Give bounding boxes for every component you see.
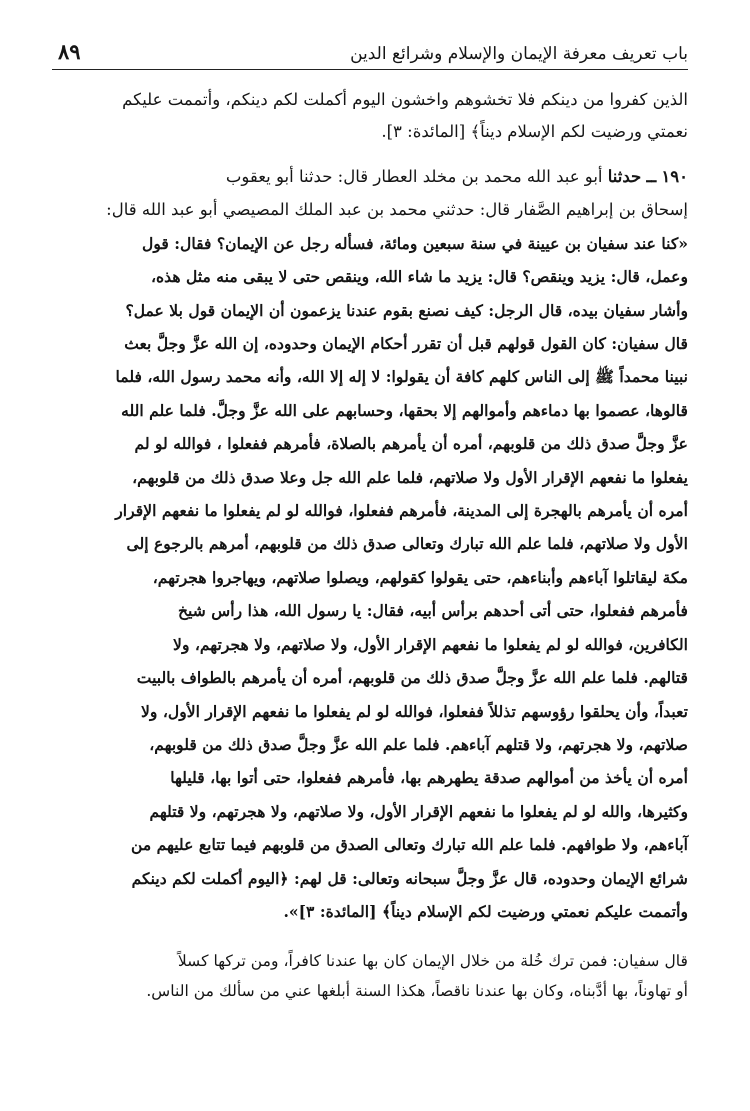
text-line: وكثيرها، والله لو لم يفعلوا ما نفعهم الإقرار الأول، ولا صلاتهم، ولا هجرتهم، ولا قتلهم (149, 801, 688, 821)
lead-paragraph (52, 84, 688, 148)
running-title: باب تعريف معرفة الإيمان والإسلام وشرائع الدين (350, 44, 688, 64)
text-line: فأمرهم ففعلوا، حتى أتى أحدهم برأس أبيه، فقال: يا رسول الله، هذا رأس شيخ (177, 601, 688, 621)
text-line: وعمل، قال: يزيد وينقص؟ قال: يزيد ما شاء الله، وينقص حتى لا يبقى منه مثل هذه، (150, 267, 688, 287)
text-line: قتالهم. فلما علم الله عزَّ وجلَّ صدق ذلك من قلوبهم، أمره أن يأمرهم بالطواف بالبيت (136, 668, 688, 688)
hadith-number: ١٩٠ (661, 167, 688, 186)
text-line: الأول ولا صلاتهم، فلما علم الله تبارك وتعالى صدق ذلك من قلوبهم، أمرهم بالرجوع إلى (126, 534, 688, 554)
hadith-paragraph (52, 160, 688, 928)
text-line: قال سفيان: فمن ترك خُلة من خلال الإيمان كان بها عندنا كافراً، ومن تركها كسلاً (177, 952, 688, 971)
text-line: أمره أن يأخذ من أموالهم صدقة يطهرهم بها، فأمرهم ففعلوا، حتى أتوا بها، قليلها (170, 768, 688, 788)
isnad-text: أبو عبد الله محمد بن مخلد العطار قال: حدثنا أبو يعقوب (225, 167, 603, 186)
text-line: الكافرين، فوالله لو لم يفعلوا ما نفعهم الإقرار الأول، ولا صلاتهم، ولا هجرتهم، ولا (173, 634, 688, 654)
page-header (52, 30, 688, 70)
page-number: ٨٩ (58, 39, 81, 64)
text-line: نبينا محمداً ﷺ إلى الناس كلهم كافة أن يقولوا: لا إله إلا الله، وأنه محمد رسول الله، فلما (115, 367, 688, 387)
text-line: تعبداً، وأن يحلقوا رؤوسهم تذللاً ففعلوا، فوالله لو لم يفعلوا ما نفعهم الإقرار الأول، ولا (141, 701, 688, 721)
text-line: مكة ليقاتلوا آباءهم وأبناءهم، حتى يقولوا كقولهم، ويصلوا صلاتهم، ويهاجروا هجرتهم، (152, 567, 688, 587)
page-body (52, 84, 688, 1006)
sufyan-note-paragraph (52, 946, 688, 1006)
text-line: آباءهم، ولا طوافهم. فلما علم الله تبارك وتعالى الصدق من قلوبهم فيما تتابع عليهم من (131, 835, 688, 855)
text-line: يفعلوا ما نفعهم الإقرار الأول ولا صلاتهم، فلما علم الله جل وعلا صدق ذلك من قلوبهم، (132, 467, 688, 487)
text-line: نعمتي ورضيت لكم الإسلام ديناً﴾ [المائدة: ٣]. (381, 122, 688, 141)
text-line: الذين كفروا من دينكم فلا تخشوهم واخشون اليوم أكملت لكم دينكم، وأتممت عليكم (122, 90, 688, 109)
text-line: قالوها، عصموا بها دماءهم وأموالهم إلا بحقها، وحسابهم على الله عزَّ وجلَّ. فلما علم الله (121, 400, 688, 420)
hadith-dash: ــ (646, 167, 657, 186)
text-line: وأتممت عليكم نعمتي ورضيت لكم الإسلام ديناً﴾ [المائدة: ٣]». (283, 901, 688, 921)
text-line: أو تهاوناً، بها أدَّبناه، وكان بها عندنا ناقصاً، هكذا السنة أبلغها عني من سألك من الناس. (146, 982, 688, 1001)
text-line: قال سفيان: كان القول قولهم قبل أن تقرر أحكام الإيمان وحدوده، إن الله عزَّ وجلَّ بعث (124, 334, 688, 354)
text-line: إسحاق بن إبراهيم الصَّفار قال: حدثني محمد بن عبد الملك المصيصي أبو عبد الله قال: (106, 200, 688, 220)
text-line: «كنا عند سفيان بن عيينة في سنة سبعين ومائة، فسأله رجل عن الإيمان؟ فقال: قول (142, 233, 688, 253)
hadith-opening: حدثنا (607, 167, 642, 186)
text-line: وأشار سفيان بيده، قال الرجل: كيف نصنع بقوم عندنا يزعمون أن الإيمان قول بلا عمل؟ (125, 300, 688, 320)
text-line: شرائع الإيمان وحدوده، قال عزَّ وجلَّ سبحانه وتعالى: قل لهم: ﴿اليوم أكملت لكم دينكم (131, 868, 688, 888)
text-line: أمره أن يأمرهم بالهجرة إلى المدينة، فأمرهم ففعلوا، فوالله لو لم يفعلوا ما نفعهم الإقرار (115, 501, 688, 521)
text-line: عزَّ وجلَّ صدق ذلك من قلوبهم، أمره أن يأمرهم بالصلاة، فأمرهم ففعلوا ، فوالله لو لم (134, 434, 688, 454)
text-line (52, 160, 688, 193)
text-line: صلاتهم، ولا هجرتهم، ولا قتلهم آباءهم. فلما علم الله عزَّ وجلَّ صدق ذلك من قلوبهم، (149, 734, 688, 754)
